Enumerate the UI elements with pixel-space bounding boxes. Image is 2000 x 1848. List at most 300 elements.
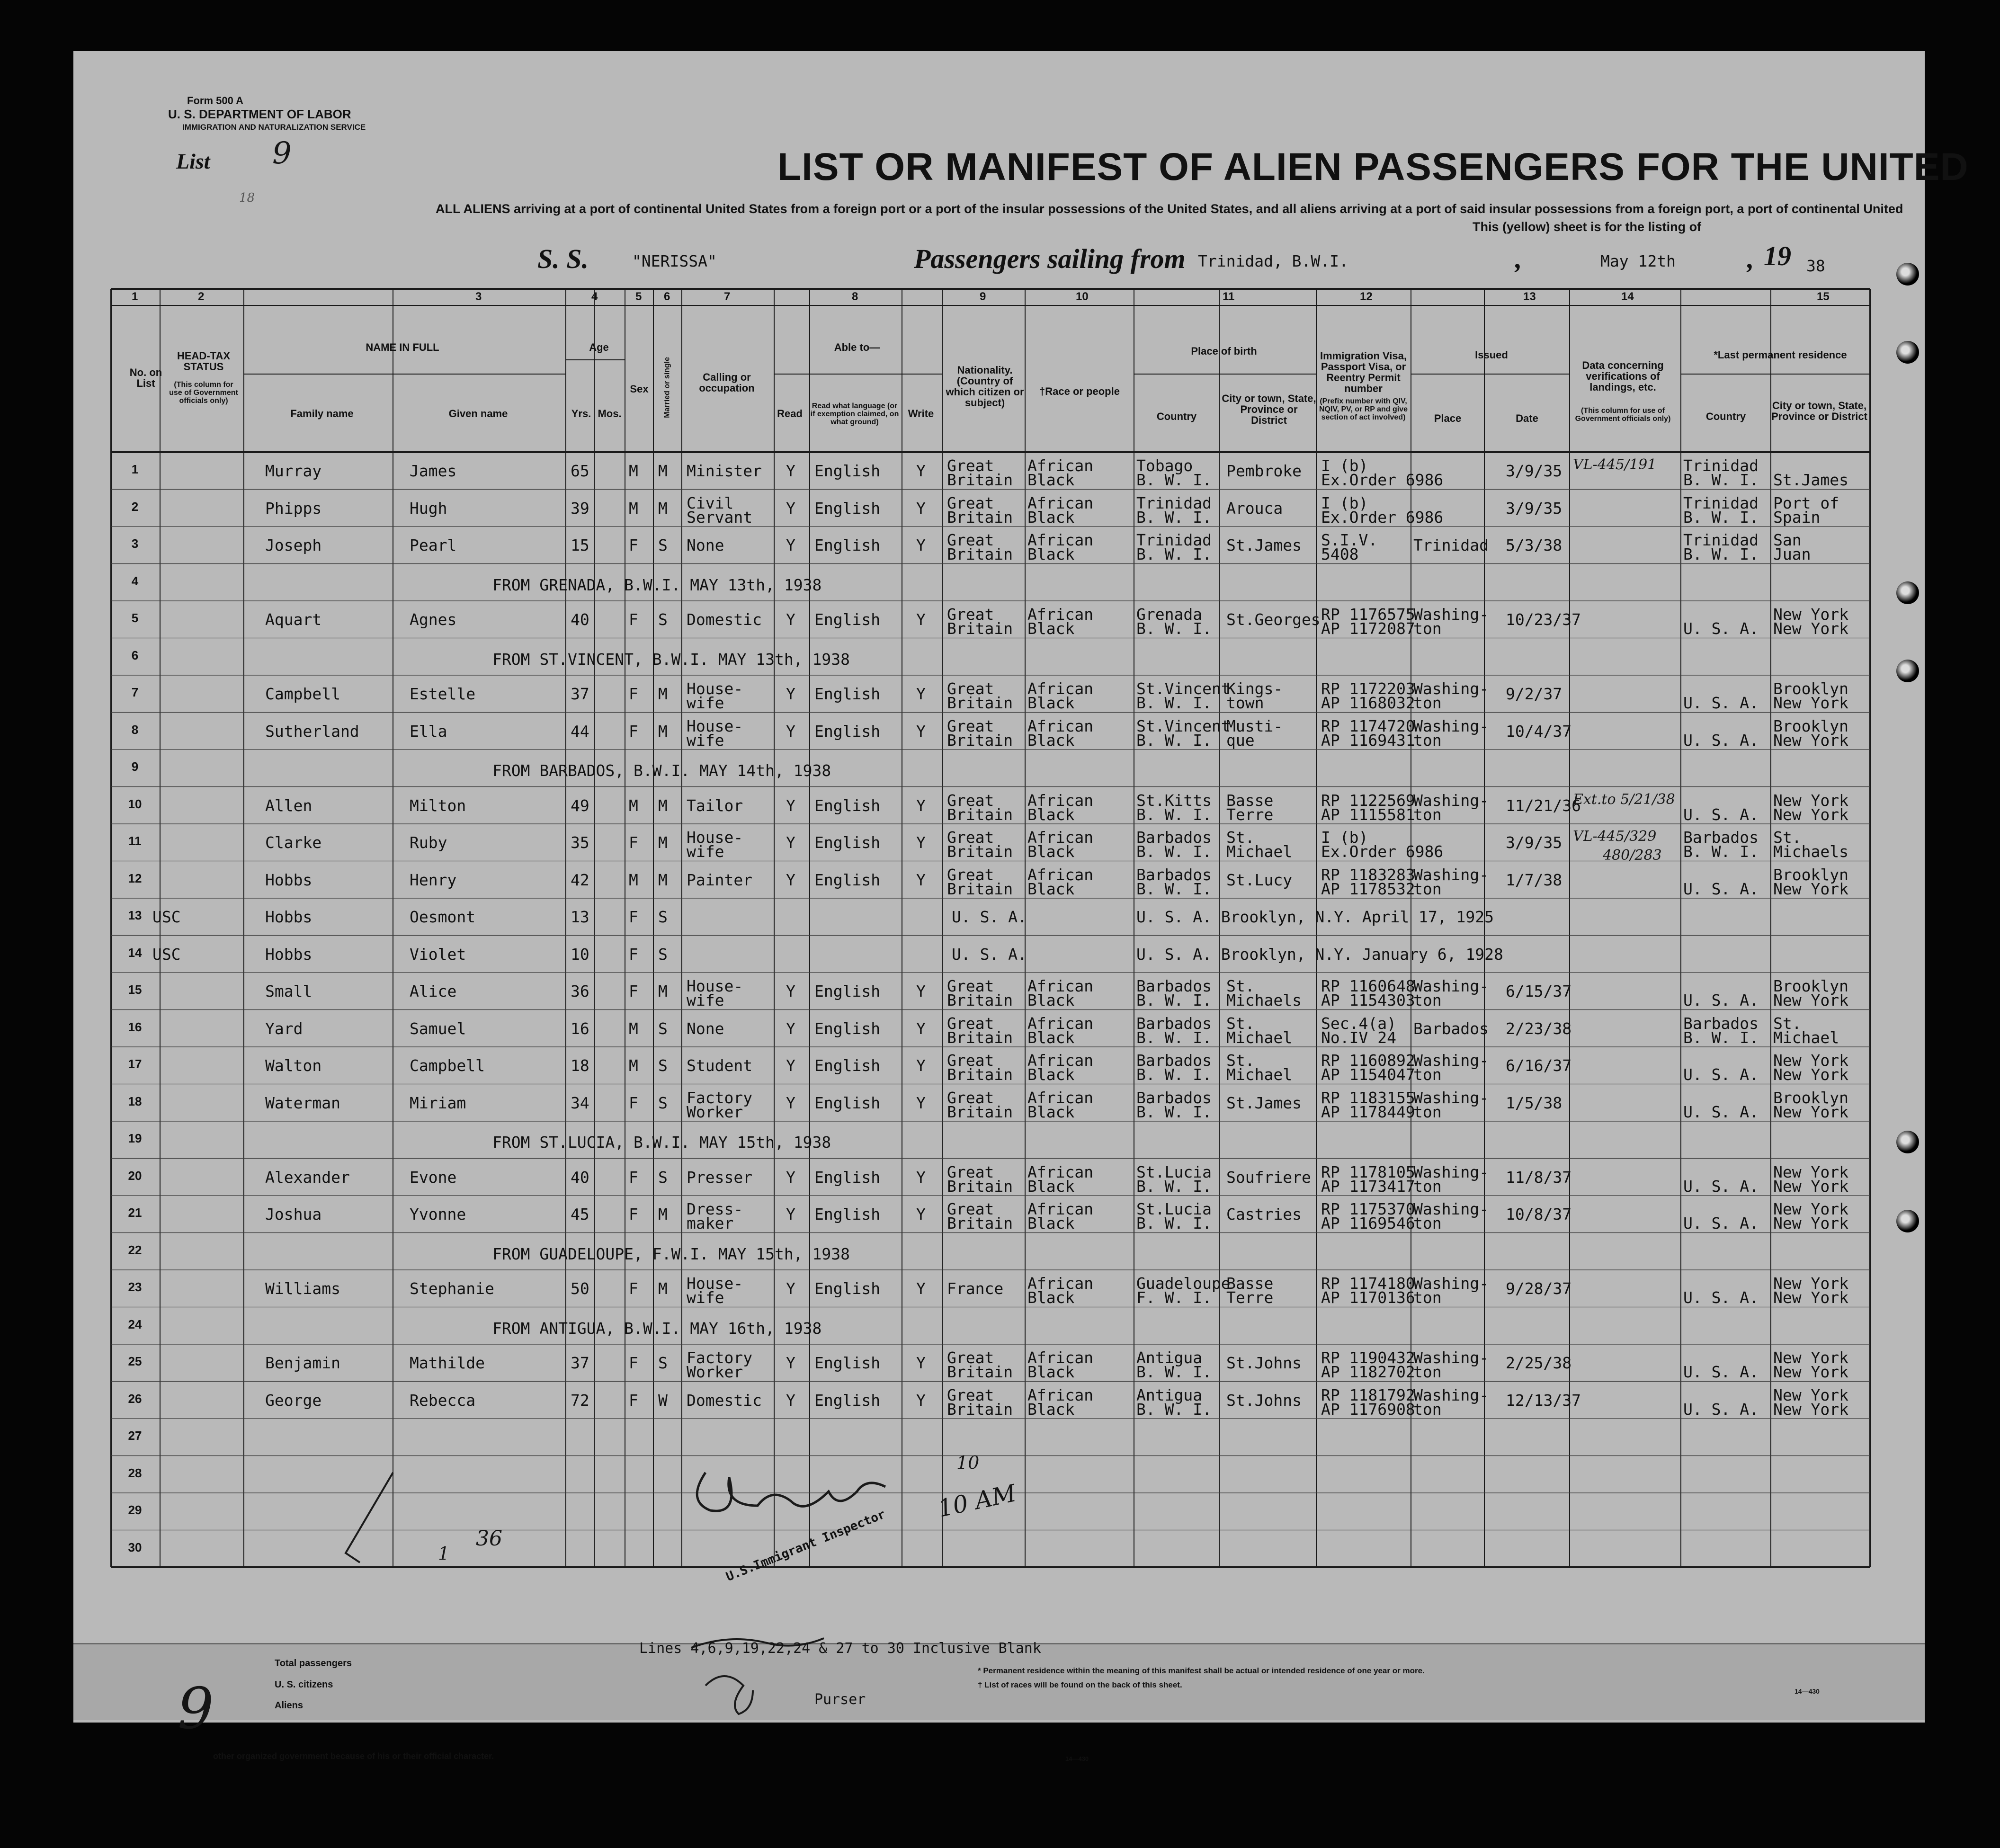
residence-country: U. S. A. — [1683, 991, 1759, 1009]
family-name: Alexander — [265, 1168, 350, 1187]
residence-city: New York — [1773, 805, 1848, 824]
visa-number: AP 1178449 — [1321, 1102, 1415, 1121]
race: African — [1027, 493, 1094, 512]
family-name: Walton — [265, 1056, 322, 1075]
list-label: List — [176, 149, 210, 173]
issued-date: 11/21/36 — [1506, 796, 1581, 815]
age-years: 40 — [571, 610, 589, 629]
write: Y — [916, 462, 926, 481]
calling: wife — [687, 842, 724, 861]
header-residence-city: City or town, State, Province or District — [1771, 400, 1867, 423]
header-head-tax-note: (This column for use of Government officials only) — [169, 381, 238, 405]
header-sex: Sex — [630, 383, 649, 395]
birth-city: St.Johns — [1226, 1354, 1302, 1373]
write: Y — [916, 1093, 926, 1112]
nationality: Great — [947, 1162, 994, 1181]
line-number: 17 — [128, 1057, 142, 1071]
issued-place: ton — [1413, 1288, 1442, 1307]
birth-city: Basse — [1226, 791, 1274, 810]
calling: wife — [687, 991, 724, 1009]
write: Y — [916, 1056, 926, 1075]
visa-number: RP 1176575 — [1321, 605, 1415, 624]
calling: Factory — [687, 1348, 753, 1367]
nationality: Britain — [947, 1028, 1013, 1047]
race: African — [1027, 605, 1094, 624]
residence-city: New York — [1773, 1400, 1848, 1419]
nationality: Great — [947, 531, 994, 549]
write: Y — [916, 499, 926, 518]
given-name: Miriam — [410, 1093, 466, 1112]
handwritten-time: 10 AM — [935, 1479, 1019, 1523]
read: Y — [786, 982, 795, 1001]
write: Y — [916, 796, 926, 815]
family-name: Sutherland — [265, 722, 359, 741]
department-name: U. S. DEPARTMENT OF LABOR — [168, 107, 351, 121]
age-years: 39 — [571, 499, 589, 518]
year-prefix: 19 — [1764, 241, 1791, 271]
visa-number: RP 1175370 — [1321, 1200, 1415, 1218]
header-calling: Calling or occupation — [699, 371, 755, 394]
age-years: 42 — [571, 870, 589, 889]
line-number: 22 — [128, 1242, 142, 1257]
residence-city: Brooklyn — [1773, 679, 1848, 698]
write: Y — [916, 1205, 926, 1224]
calling: wife — [687, 731, 724, 750]
birth-country: B. W. I. — [1136, 1400, 1212, 1419]
underlying-form-code: 14—430 — [1065, 1755, 1089, 1762]
column-number: 15 — [1817, 290, 1830, 303]
sex: F — [629, 982, 638, 1001]
age-years: 34 — [571, 1093, 589, 1112]
residence-country: U. S. A. — [1683, 694, 1759, 712]
header-married-single: Married or single — [663, 357, 671, 418]
race: African — [1027, 679, 1094, 698]
issued-place: Washing- — [1413, 1348, 1489, 1367]
column-number: 6 — [664, 290, 670, 303]
birth-city: St.James — [1226, 1093, 1302, 1112]
header-birth-country: Country — [1156, 411, 1197, 422]
residence-country: U. S. A. — [1683, 1214, 1759, 1232]
residence-city: Juan — [1773, 545, 1811, 563]
nationality: Britain — [947, 619, 1013, 638]
calling: None — [687, 1019, 724, 1038]
calling: Domestic — [687, 1391, 762, 1410]
residence-country: U. S. A. — [1683, 1065, 1759, 1084]
residence-country: B. W. I. — [1683, 471, 1759, 489]
race: Black — [1027, 471, 1075, 489]
residence-city: St.James — [1773, 471, 1848, 489]
calling: Tailor — [687, 796, 743, 815]
read: Y — [786, 499, 795, 518]
calling: Minister — [687, 462, 762, 481]
write: Y — [916, 1168, 926, 1187]
calling: maker — [687, 1214, 734, 1232]
birth-country: B. W. I. — [1136, 1102, 1212, 1121]
issued-place: Washing- — [1413, 1274, 1489, 1293]
issued-place: ton — [1413, 1177, 1442, 1196]
visa-number: AP 1154047 — [1321, 1065, 1415, 1084]
read: Y — [786, 1056, 795, 1075]
race-footnote: † List of races will be found on the back of this sheet. — [978, 1680, 1182, 1689]
age-years: 37 — [571, 685, 589, 704]
read-language: English — [814, 499, 881, 518]
given-name: Estelle — [410, 685, 476, 704]
age-years: 72 — [571, 1391, 589, 1410]
age-years: 36 — [571, 982, 589, 1001]
given-name: Hugh — [410, 499, 447, 518]
line-number: 2 — [131, 499, 139, 514]
header-no-on-list: No. on List — [129, 366, 162, 390]
nationality: Great — [947, 1051, 994, 1070]
column-number: 4 — [591, 290, 598, 303]
birth-city: que — [1226, 731, 1255, 750]
header-read: Read — [777, 408, 803, 420]
column-number: 9 — [980, 290, 986, 303]
marital-status: S — [658, 908, 668, 927]
read-language: English — [814, 462, 881, 481]
column-number: 12 — [1360, 290, 1373, 303]
read: Y — [786, 833, 795, 852]
header-visa: Immigration Visa, Passport Visa, or Reentry Permit number — [1320, 350, 1407, 395]
residence-country: U. S. A. — [1683, 1400, 1759, 1419]
marital-status: S — [658, 610, 668, 629]
given-name: Ella — [410, 722, 447, 741]
visa-number: AP 1182702 — [1321, 1363, 1415, 1381]
nationality: Britain — [947, 805, 1013, 824]
calling: Worker — [687, 1363, 743, 1381]
given-name: Campbell — [410, 1056, 485, 1075]
faint-number: 18 — [239, 191, 255, 205]
header-mos: Mos. — [598, 408, 622, 420]
marital-status: S — [658, 945, 668, 964]
line-number: 11 — [128, 834, 142, 848]
residence-city: Michael — [1773, 1028, 1839, 1047]
sex: F — [629, 1093, 638, 1112]
birth-country: B. W. I. — [1136, 1363, 1212, 1381]
family-name: Hobbs — [265, 908, 312, 927]
issued-date: 10/8/37 — [1506, 1205, 1572, 1224]
manifest-subtitle-2: This (yellow) sheet is for the listing of — [1473, 220, 1702, 234]
column-number: 8 — [852, 290, 858, 303]
visa-number: S.I.V. — [1321, 531, 1378, 549]
nationality: Britain — [947, 471, 1013, 489]
birth-info: U. S. A. Brooklyn, N.Y. April 17, 1925 — [1136, 908, 1494, 927]
binding-hole — [1896, 660, 1919, 682]
birth-city: Pembroke — [1226, 462, 1302, 481]
issued-place: ton — [1413, 731, 1442, 750]
nationality: U. S. A. — [952, 945, 1027, 964]
residence-city: New York — [1773, 1162, 1848, 1181]
issued-place: Washing- — [1413, 977, 1489, 995]
issued-place: ton — [1413, 1400, 1442, 1419]
issued-date: 3/9/35 — [1506, 833, 1562, 852]
issued-place: Washing- — [1413, 1162, 1489, 1181]
nationality: Great — [947, 716, 994, 735]
column-number: 1 — [132, 290, 138, 303]
binding-hole — [1896, 1210, 1919, 1232]
line-number: 15 — [128, 982, 142, 997]
given-name: Oesmont — [410, 908, 476, 927]
header-race: †Race or people — [1039, 385, 1120, 397]
issued-date: 2/25/38 — [1506, 1354, 1572, 1373]
nationality: Great — [947, 1348, 994, 1367]
header-yrs: Yrs. — [571, 408, 591, 420]
header-age: Age — [589, 341, 609, 353]
residence-country: Trinidad — [1683, 456, 1759, 475]
race: Black — [1027, 1028, 1075, 1047]
birth-city: Terre — [1226, 1288, 1274, 1307]
blank-lines-note: Lines 4,6,9,19,22,24 & 27 to 30 Inclusive Blank — [639, 1640, 1041, 1657]
family-name: Williams — [265, 1279, 340, 1298]
residence-city: St. — [1773, 1014, 1802, 1033]
sailing-label: Passengers sailing from — [914, 243, 1186, 274]
read-language: English — [814, 796, 881, 815]
age-years: 45 — [571, 1205, 589, 1224]
issued-place: Washing- — [1413, 716, 1489, 735]
marital-status: M — [658, 1205, 668, 1224]
header-birth-city: City or town, State, Province or District — [1222, 393, 1316, 427]
residence-country: Trinidad — [1683, 493, 1759, 512]
nationality: Great — [947, 1014, 994, 1033]
family-name: George — [265, 1391, 322, 1410]
given-name: Ruby — [410, 833, 447, 852]
race: African — [1027, 531, 1094, 549]
marital-status: S — [658, 1019, 668, 1038]
nationality: Britain — [947, 879, 1013, 898]
residence-country: B. W. I. — [1683, 1028, 1759, 1047]
visa-number: RP 1172203 — [1321, 679, 1415, 698]
family-name: Murray — [265, 462, 322, 481]
issued-date: 3/9/35 — [1506, 462, 1562, 481]
age-years: 49 — [571, 796, 589, 815]
nationality: Great — [947, 1088, 994, 1107]
birth-country: St.Lucia — [1136, 1200, 1212, 1218]
verification-note: VL-445/329 — [1573, 828, 1657, 845]
residence-city: New York — [1773, 1274, 1848, 1293]
line-number: 23 — [128, 1280, 142, 1294]
write: Y — [916, 833, 926, 852]
race: Black — [1027, 842, 1075, 861]
line-number: 8 — [131, 722, 139, 737]
visa-number: RP 1174180 — [1321, 1274, 1415, 1293]
visa-number: RP 1181792 — [1321, 1385, 1415, 1404]
residence-city: Port of — [1773, 493, 1839, 512]
race: African — [1027, 1162, 1094, 1181]
nationality: Britain — [947, 694, 1013, 712]
birth-city: Castries — [1226, 1205, 1302, 1224]
race: Black — [1027, 1177, 1075, 1196]
line-number: 7 — [131, 685, 139, 700]
marital-status: M — [658, 833, 668, 852]
given-name: Yvonne — [410, 1205, 466, 1224]
nationality: Great — [947, 1200, 994, 1218]
nationality: Britain — [947, 545, 1013, 563]
line-number: 6 — [131, 648, 139, 662]
handwritten-tally-one: 1 — [438, 1543, 450, 1564]
read-language: English — [814, 1279, 881, 1298]
marital-status: M — [658, 462, 668, 481]
write: Y — [916, 870, 926, 889]
birth-country: B. W. I. — [1136, 991, 1212, 1009]
birth-country: B. W. I. — [1136, 619, 1212, 638]
birth-country: B. W. I. — [1136, 1177, 1212, 1196]
residence-city: New York — [1773, 991, 1848, 1009]
visa-number: AP 1173417 — [1321, 1177, 1415, 1196]
nationality: France — [947, 1279, 1004, 1298]
residence-city: St. — [1773, 828, 1802, 847]
sex: F — [629, 685, 638, 704]
line-number: 4 — [131, 573, 139, 588]
birth-country: B. W. I. — [1136, 1214, 1212, 1232]
visa-number: Ex.Order 6986 — [1321, 508, 1444, 527]
race: Black — [1027, 508, 1075, 527]
birth-city: St.Johns — [1226, 1391, 1302, 1410]
birth-country: St.Vincent — [1136, 679, 1231, 698]
line-number: 3 — [131, 536, 139, 551]
visa-number: No.IV 24 — [1321, 1028, 1396, 1047]
visa-number: I (b) — [1321, 493, 1368, 512]
visa-number: AP 1170136 — [1321, 1288, 1415, 1307]
header-able-to: Able to— — [834, 341, 880, 353]
read-language: English — [814, 870, 881, 889]
race: Black — [1027, 694, 1075, 712]
header-issued-date: Date — [1516, 412, 1538, 424]
issued-place: Washing- — [1413, 791, 1489, 810]
sex: F — [629, 722, 638, 741]
read: Y — [786, 536, 795, 555]
nationality: Britain — [947, 1102, 1013, 1121]
visa-number: RP 1174720 — [1321, 716, 1415, 735]
issued-place: ton — [1413, 1214, 1442, 1232]
calling: House- — [687, 977, 743, 995]
write: Y — [916, 536, 926, 555]
age-years: 50 — [571, 1279, 589, 1298]
read-language: English — [814, 833, 881, 852]
race: African — [1027, 1200, 1094, 1218]
marital-status: S — [658, 536, 668, 555]
total-passengers-label: Total passengers — [275, 1658, 352, 1669]
residence-city: New York — [1773, 879, 1848, 898]
residence-country: Barbados — [1683, 828, 1759, 847]
birth-country: B. W. I. — [1136, 731, 1212, 750]
residence-city: New York — [1773, 1363, 1848, 1381]
birth-country: Barbados — [1136, 1014, 1212, 1033]
marital-status: W — [658, 1391, 668, 1410]
calling: Civil — [687, 493, 734, 512]
race: Black — [1027, 1065, 1075, 1084]
issued-place: ton — [1413, 1065, 1442, 1084]
read: Y — [786, 1279, 795, 1298]
manifest-subtitle: ALL ALIENS arriving at a port of continental United States from a foreign port or a port of the insular possessions of the United States, and all aliens arriving at a port of said insular possessions from a foreign port, a port of continental United — [436, 202, 1903, 216]
header-nationality: Nationality. (Country of which citizen or subject) — [946, 364, 1024, 409]
list-number: 9 — [272, 136, 292, 171]
race: African — [1027, 456, 1094, 475]
residence-country: B. W. I. — [1683, 508, 1759, 527]
header-verification-note: (This column for use of Government officials only) — [1575, 407, 1671, 423]
nationality: Great — [947, 493, 994, 512]
section-heading: FROM GRENADA, B.W.I. MAY 13th, 1938 — [492, 575, 822, 594]
birth-country: Trinidad — [1136, 493, 1212, 512]
birth-country: Barbados — [1136, 865, 1212, 884]
marital-status: S — [658, 1093, 668, 1112]
read-language: English — [814, 1019, 881, 1038]
binding-hole — [1896, 1131, 1919, 1153]
issued-place: Washing- — [1413, 1385, 1489, 1404]
family-name: Campbell — [265, 685, 340, 704]
family-name: Yard — [265, 1019, 303, 1038]
visa-number: RP 1178105 — [1321, 1162, 1415, 1181]
issued-place: Trinidad — [1413, 536, 1489, 555]
residence-city: New York — [1773, 1288, 1848, 1307]
residence-city: Brooklyn — [1773, 716, 1848, 735]
calling: wife — [687, 694, 724, 712]
race: African — [1027, 791, 1094, 810]
read-language: English — [814, 610, 881, 629]
residence-city: Brooklyn — [1773, 977, 1848, 995]
issued-place: Washing- — [1413, 605, 1489, 624]
age-years: 18 — [571, 1056, 589, 1075]
race: Black — [1027, 805, 1075, 824]
read-language: English — [814, 982, 881, 1001]
birth-city: St. — [1226, 977, 1255, 995]
sailing-comma: , — [1515, 243, 1522, 274]
line-number: 24 — [128, 1317, 142, 1331]
sex: F — [629, 536, 638, 555]
race: Black — [1027, 1214, 1075, 1232]
section-heading: FROM BARBADOS, B.W.I. MAY 14th, 1938 — [492, 761, 831, 780]
residence-country: U. S. A. — [1683, 1363, 1759, 1381]
issued-place: ton — [1413, 879, 1442, 898]
residence-city: Michaels — [1773, 842, 1848, 861]
birth-info: U. S. A. Brooklyn, N.Y. January 6, 1928 — [1136, 945, 1503, 964]
marital-status: M — [658, 685, 668, 704]
column-number: 14 — [1621, 290, 1634, 303]
write: Y — [916, 1019, 926, 1038]
line-number: 5 — [131, 611, 139, 625]
visa-number: I (b) — [1321, 456, 1368, 475]
sex: M — [629, 870, 638, 889]
read: Y — [786, 462, 795, 481]
line-number: 10 — [128, 796, 142, 811]
header-read-language: Read what language (or if exemption claimed, on what ground) — [810, 402, 899, 426]
residence-country: U. S. A. — [1683, 805, 1759, 824]
visa-number: Ex.Order 6986 — [1321, 471, 1444, 489]
visa-number: RP 1183283 — [1321, 865, 1415, 884]
residence-country: U. S. A. — [1683, 1177, 1759, 1196]
residence-city: New York — [1773, 731, 1848, 750]
line-number: 29 — [128, 1503, 142, 1518]
nationality: Great — [947, 605, 994, 624]
visa-number: Ex.Order 6986 — [1321, 842, 1444, 861]
calling: House- — [687, 828, 743, 847]
residence-city: New York — [1773, 1051, 1848, 1070]
issued-date: 12/13/37 — [1506, 1391, 1581, 1410]
nationality: Great — [947, 977, 994, 995]
marital-status: M — [658, 796, 668, 815]
sailing-date: May 12th — [1600, 252, 1676, 270]
issued-place: Washing- — [1413, 679, 1489, 698]
sex: F — [629, 1205, 638, 1224]
aliens-label: Aliens — [275, 1700, 304, 1711]
binding-hole — [1896, 341, 1919, 364]
visa-number: RP 1190432 — [1321, 1348, 1415, 1367]
residence-country: U. S. A. — [1683, 731, 1759, 750]
visa-number: AP 1176908 — [1321, 1400, 1415, 1419]
family-name: Small — [265, 982, 312, 1001]
issued-date: 10/23/37 — [1506, 610, 1581, 629]
issued-date: 2/23/38 — [1506, 1019, 1572, 1038]
race: Black — [1027, 991, 1075, 1009]
